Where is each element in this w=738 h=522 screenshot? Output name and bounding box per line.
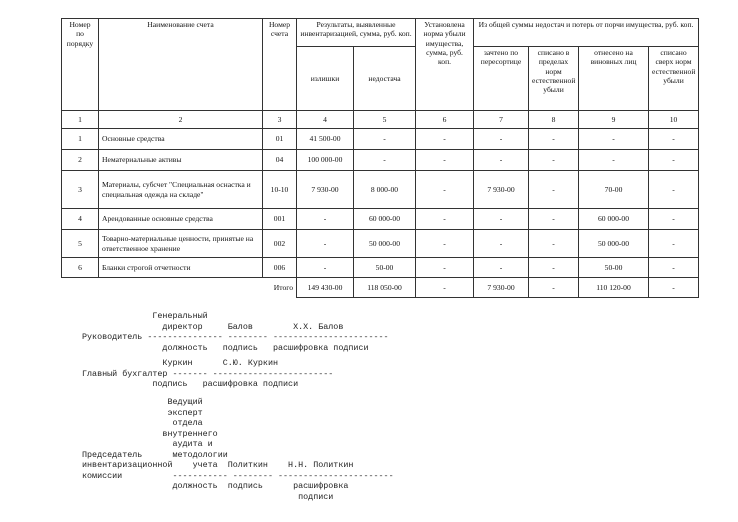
row-regrading: -: [474, 209, 529, 230]
table-row: [62, 258, 699, 278]
total-above-norm: -: [649, 278, 699, 298]
row-regrading: 7 930-00: [474, 171, 529, 209]
row-acc: 006: [263, 258, 297, 278]
row-surplus: 100 000-00: [297, 150, 354, 171]
row-surplus: -: [297, 230, 354, 258]
row-norm: -: [416, 129, 474, 150]
header-norm: Установлена норма убыли имущества, сумма, руб. коп.: [416, 19, 474, 111]
header-num: Номер по порядку: [62, 19, 99, 111]
table-row: [62, 230, 699, 258]
row-acc: 001: [263, 209, 297, 230]
row-above-norm: -: [649, 150, 699, 171]
col-number: 7: [474, 111, 529, 129]
row-surplus: -: [297, 258, 354, 278]
row-norm: -: [416, 150, 474, 171]
col-number: 5: [354, 111, 416, 129]
header-acc: Номер счета: [263, 19, 297, 111]
col-number: 6: [416, 111, 474, 129]
row-num: 5: [62, 230, 99, 258]
col-number: 10: [649, 111, 699, 129]
total-label: Итого: [62, 278, 297, 298]
row-guilty: 50 000-00: [579, 230, 649, 258]
row-above-norm: -: [649, 258, 699, 278]
row-shortage: -: [354, 150, 416, 171]
row-guilty: 70-00: [579, 171, 649, 209]
total-guilty: 110 120-00: [579, 278, 649, 298]
header-results: Результаты, выявленные инвентаризацией, сумма, руб. коп.: [297, 19, 416, 47]
row-shortage: 8 000-00: [354, 171, 416, 209]
chief-accountant-signature-block: Куркин С.Ю. Куркин Главный бухгалтер ------- ------------------------ подпись расшифровка подписи: [82, 358, 334, 389]
row-above-norm: -: [649, 230, 699, 258]
row-num: 6: [62, 258, 99, 278]
row-above-norm: -: [649, 129, 699, 150]
row-acc: 04: [263, 150, 297, 171]
table-row: [62, 171, 699, 209]
row-shortage: 60 000-00: [354, 209, 416, 230]
row-name: Материалы, субсчет "Специальная оснастка и специальная одежда на складе": [99, 171, 263, 209]
row-name: Основные средства: [99, 129, 263, 150]
row-shortage: 50 000-00: [354, 230, 416, 258]
row-num: 2: [62, 150, 99, 171]
row-name: Бланки строгой отчетности: [99, 258, 263, 278]
row-above-norm: -: [649, 209, 699, 230]
row-guilty: -: [579, 129, 649, 150]
col-number: 8: [529, 111, 579, 129]
row-name: Арендованные основные средства: [99, 209, 263, 230]
row-acc: 10-10: [263, 171, 297, 209]
total-shortage: 118 050-00: [354, 278, 416, 298]
row-guilty: 60 000-00: [579, 209, 649, 230]
row-guilty: 50-00: [579, 258, 649, 278]
inventory-results-table: [61, 18, 699, 298]
col-number: 9: [579, 111, 649, 129]
row-surplus: -: [297, 209, 354, 230]
total-regrading: 7 930-00: [474, 278, 529, 298]
col-number: 3: [263, 111, 297, 129]
row-shortage: -: [354, 129, 416, 150]
header-name: Наименование счета: [99, 19, 263, 111]
row-within-norm: -: [529, 209, 579, 230]
row-within-norm: -: [529, 258, 579, 278]
total-row: [62, 278, 699, 298]
header-guilty: отнесено на виновных лиц: [579, 47, 649, 111]
row-norm: -: [416, 171, 474, 209]
table-row: [62, 129, 699, 150]
row-regrading: -: [474, 230, 529, 258]
row-guilty: -: [579, 150, 649, 171]
col-number: 2: [99, 111, 263, 129]
row-num: 3: [62, 171, 99, 209]
header-within-norm: списано в пределах норм естественной убыли: [529, 47, 579, 111]
row-norm: -: [416, 230, 474, 258]
row-surplus: 7 930-00: [297, 171, 354, 209]
row-within-norm: -: [529, 230, 579, 258]
row-within-norm: -: [529, 150, 579, 171]
row-num: 1: [62, 129, 99, 150]
row-num: 4: [62, 209, 99, 230]
row-within-norm: -: [529, 129, 579, 150]
total-within-norm: -: [529, 278, 579, 298]
row-name: Товарно-материальные ценности, принятые на ответственное хранение: [99, 230, 263, 258]
total-norm: -: [416, 278, 474, 298]
row-shortage: 50-00: [354, 258, 416, 278]
row-name: Нематериальные активы: [99, 150, 263, 171]
col-number: 1: [62, 111, 99, 129]
header-shortage: недостача: [354, 47, 416, 111]
row-acc: 002: [263, 230, 297, 258]
row-regrading: -: [474, 129, 529, 150]
row-regrading: -: [474, 150, 529, 171]
head-signature-block: Генеральный директор Балов Х.Х. Балов Руководитель --------------- -------- ----------------------- должность подпись расшифровка подписи: [82, 311, 389, 353]
row-within-norm: -: [529, 171, 579, 209]
row-surplus: 41 500-00: [297, 129, 354, 150]
header-surplus: излишки: [297, 47, 354, 111]
row-acc: 01: [263, 129, 297, 150]
row-above-norm: -: [649, 171, 699, 209]
table-row: [62, 150, 699, 171]
column-number-row: [62, 111, 699, 129]
row-norm: -: [416, 258, 474, 278]
header-regrading: зачтено по пересортице: [474, 47, 529, 111]
row-norm: -: [416, 209, 474, 230]
col-number: 4: [297, 111, 354, 129]
header-total-losses: Из общей суммы недостач и потерь от порчи имущества, руб. коп.: [474, 19, 699, 47]
commission-chair-signature-block: Ведущий эксперт отдела внутреннего аудита и Председатель методологии инвентаризационной учета Политкин Н.Н. Политкин комиссии ----------- -------- ----------------------- должность подпись расшифровка подписи: [82, 397, 394, 502]
table-row: [62, 209, 699, 230]
header-above-norm: списано сверх норм естественной убыли: [649, 47, 699, 111]
total-surplus: 149 430-00: [297, 278, 354, 298]
row-regrading: -: [474, 258, 529, 278]
